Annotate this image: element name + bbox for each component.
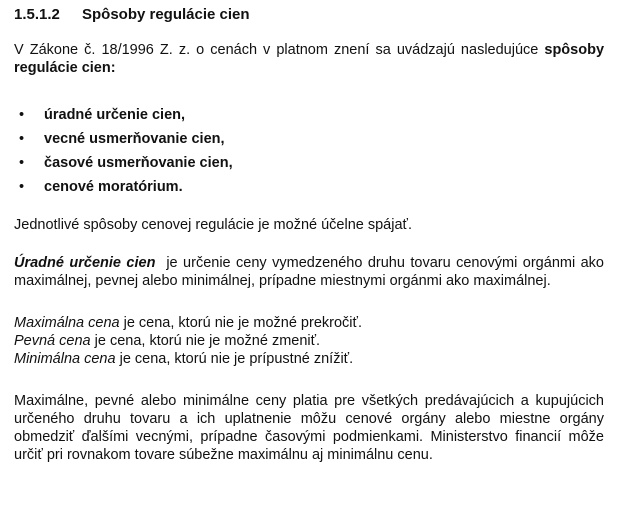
list-item [14, 175, 604, 199]
price-type-line [14, 332, 604, 350]
method-label: úradné určenie cien, [44, 107, 186, 123]
price-type-term: Maximálna cena [14, 315, 120, 331]
official-pricing-paragraph [14, 254, 604, 290]
section-title: Spôsoby regulácie cien [82, 6, 250, 23]
price-type-term: Pevná cena [14, 333, 91, 349]
regulation-methods-list [14, 103, 604, 199]
combine-paragraph: Jednotlivé spôsoby cenovej regulácie je možné účelne spájať. [14, 217, 412, 233]
bullet-icon: • [19, 107, 25, 123]
final-paragraph: Maximálne, pevné alebo minimálne ceny platia pre všetkých predávajúcich a kupujúcich určeného druhu tovaru a ich uplatnenie môžu cenové orgány alebo miestne orgány obmedziť ďalšími vecnými, prípadne časovými podmienkami. Ministerstvo financií môže určiť pri rovnakom tovare súbežne maximálnu aj minimálnu cenu. [14, 393, 604, 463]
bullet-icon: • [19, 131, 25, 147]
official-pricing-definition: je určenie ceny vymedzeného druhu tovaru cenovými orgánmi ako maximálnej, pevnej alebo minimálnej, prípadne miestnymi orgánmi ako maximálnej. [14, 255, 604, 289]
bullet-icon: • [19, 179, 25, 195]
document-page [14, 6, 604, 464]
intro-bold-tail: spôsoby regulácie cien: [14, 42, 605, 76]
price-type-line [14, 314, 604, 332]
list-item [14, 151, 604, 175]
section-number: 1.5.1.2 [14, 6, 60, 23]
method-label: vecné usmerňovanie cien, [44, 131, 225, 147]
method-label: cenové moratórium. [44, 179, 183, 195]
price-type-definition: je cena, ktorú nie je možné prekročiť. [123, 315, 362, 331]
bullet-icon: • [19, 155, 25, 171]
intro-text: V Zákone č. 18/1996 Z. z. o cenách v platnom znení sa uvádzajú nasledujúce [14, 42, 539, 58]
price-type-definition: je cena, ktorú nie je prípustné znížiť. [119, 351, 354, 367]
official-pricing-term: Úradné určenie cien [14, 255, 156, 271]
list-item [14, 127, 604, 151]
price-type-term: Minimálna cena [14, 351, 116, 367]
price-types-block [14, 314, 604, 368]
list-item [14, 103, 604, 127]
method-label: časové usmerňovanie cien, [44, 155, 233, 171]
section-heading [14, 6, 604, 24]
intro-paragraph [14, 41, 604, 77]
price-type-line [14, 350, 604, 368]
price-type-definition: je cena, ktorú nie je možné zmeniť. [94, 333, 321, 349]
